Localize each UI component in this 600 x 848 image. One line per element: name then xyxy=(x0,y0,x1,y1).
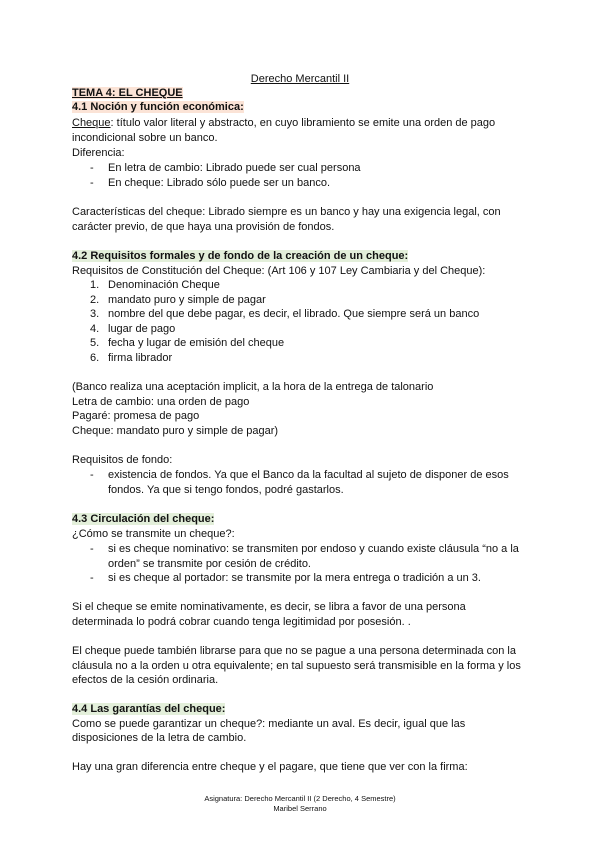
section-4-4-heading xyxy=(72,702,225,716)
difference-label: Diferencia: xyxy=(72,147,125,159)
fondo-item xyxy=(90,468,509,482)
difference-item-2 xyxy=(90,176,330,190)
requirement-item-1 xyxy=(90,278,220,292)
bearer-item-text: si es cheque al portador: se transmite por la mera entrega o tradición a un 3. xyxy=(108,572,481,584)
section-4-4-heading-text: 4.4 Las garantías del cheque: xyxy=(72,703,226,715)
cheque-term: Cheque xyxy=(72,117,111,129)
requirement-item-2 xyxy=(90,293,266,307)
dash-bullet: - xyxy=(90,177,94,189)
fondo-label: Requisitos de fondo: xyxy=(72,454,173,466)
item-text: lugar de pago xyxy=(108,323,176,335)
dash-bullet: - xyxy=(90,572,94,584)
requirement-item-4 xyxy=(90,322,176,336)
section-4-2-heading xyxy=(72,249,408,263)
guarantee-line3: Hay una gran diferencia entre cheque y el pagare, que tiene que ver con la firma: xyxy=(72,761,468,773)
item-number: 5. xyxy=(90,337,100,349)
guarantee-line2: disposiciones de la letra de cambio. xyxy=(72,732,247,744)
cheque-definition-text: : título valor literal y abstracto, en cuyo libramiento se emite una orden de pago xyxy=(110,117,496,129)
characteristics-line2: carácter previo, de que haya una provisión de fondos. xyxy=(72,221,335,233)
requirement-item-5 xyxy=(90,336,285,350)
paragraph-nominative-line1: Si el cheque se emite nominativamente, es decir, se libra a favor de una persona xyxy=(72,601,466,613)
footer-course: Asignatura: Derecho Mercantil II (2 Derecho, 4 Semestre) xyxy=(204,794,396,803)
circulation-question: ¿Cómo se transmite un cheque?: xyxy=(72,528,235,540)
requirement-item-6 xyxy=(90,351,173,365)
section-4-1-heading xyxy=(72,100,244,114)
dash-bullet: - xyxy=(90,469,94,481)
nominative-item-line2: orden” se transmite por cesión de crédito. xyxy=(108,558,311,570)
item-number: 1. xyxy=(90,279,100,291)
item-text: firma librador xyxy=(108,352,173,364)
guarantee-line1: Como se puede garantizar un cheque?: mediante un aval. Es decir, igual que las xyxy=(72,718,466,730)
bearer-item xyxy=(90,571,481,585)
footer-author: Maribel Serrano xyxy=(273,804,327,813)
cheque-definition-line2: incondicional sobre un banco. xyxy=(72,132,218,144)
nominative-item xyxy=(90,542,519,556)
cheque-definition xyxy=(72,116,495,130)
dash-bullet: - xyxy=(90,543,94,555)
requirements-intro: Requisitos de Constitución del Cheque: (Art 106 y 107 Ley Cambiaria y del Cheque): xyxy=(72,265,486,277)
requirement-item-3 xyxy=(90,307,480,321)
section-4-3-heading-text: 4.3 Circulación del cheque: xyxy=(72,513,215,525)
item-text: fecha y lugar de emisión del cheque xyxy=(108,337,285,349)
topic-title-text: TEMA 4: EL CHEQUE xyxy=(72,87,183,99)
characteristics-line1: Características del cheque: Librado siempre es un banco y hay una exigencia legal, con xyxy=(72,206,501,218)
topic-title xyxy=(72,86,183,100)
paragraph-cession-line3: efectos de la cesión ordinaria. xyxy=(72,674,219,686)
note-line-2: Letra de cambio: una orden de pago xyxy=(72,396,250,408)
paragraph-cession-line1: El cheque puede también librarse para que no se pague a una persona determinada con la xyxy=(72,645,516,657)
dash-bullet: - xyxy=(90,162,94,174)
item-number: 3. xyxy=(90,308,100,320)
note-line-1: (Banco realiza una aceptación implicit, a la hora de la entrega de talonario xyxy=(72,381,434,393)
paragraph-nominative-line2: determinada lo podrá cobrar cuando tenga legitimidad por posesión. . xyxy=(72,616,411,628)
item-text: nombre del que debe pagar, es decir, el librado. Que siempre será un banco xyxy=(108,308,480,320)
item-number: 2. xyxy=(90,294,100,306)
difference-item-1 xyxy=(90,161,361,175)
section-4-1-heading-text: 4.1 Noción y función económica: xyxy=(72,101,244,113)
item-text: Denominación Cheque xyxy=(108,279,220,291)
fondo-item-text: existencia de fondos. Ya que el Banco da la facultad al sujeto de disponer de esos xyxy=(108,469,509,481)
difference-item-2-text: En cheque: Librado sólo puede ser un banco. xyxy=(108,177,330,189)
paragraph-cession-line2: cláusula no a la orden u otra equivalente; en tal supuesto será transmisible en la forma y los xyxy=(72,660,521,672)
page-header-title: Derecho Mercantil II xyxy=(250,73,350,85)
item-number: 4. xyxy=(90,323,100,335)
fondo-item-line2: fondos. Ya que si tengo fondos, podré gastarlos. xyxy=(108,484,344,496)
difference-item-1-text: En letra de cambio: Librado puede ser cual persona xyxy=(108,162,361,174)
item-number: 6. xyxy=(90,352,100,364)
item-text: mandato puro y simple de pagar xyxy=(108,294,266,306)
section-4-3-heading xyxy=(72,512,214,526)
section-4-2-heading-text: 4.2 Requisitos formales y de fondo de la creación de un cheque: xyxy=(72,250,409,262)
nominative-item-text: si es cheque nominativo: se transmiten por endoso y cuando existe cláusula “no a la xyxy=(108,543,519,555)
note-line-3: Pagaré: promesa de pago xyxy=(72,410,200,422)
note-line-4: Cheque: mandato puro y simple de pagar) xyxy=(72,425,279,437)
